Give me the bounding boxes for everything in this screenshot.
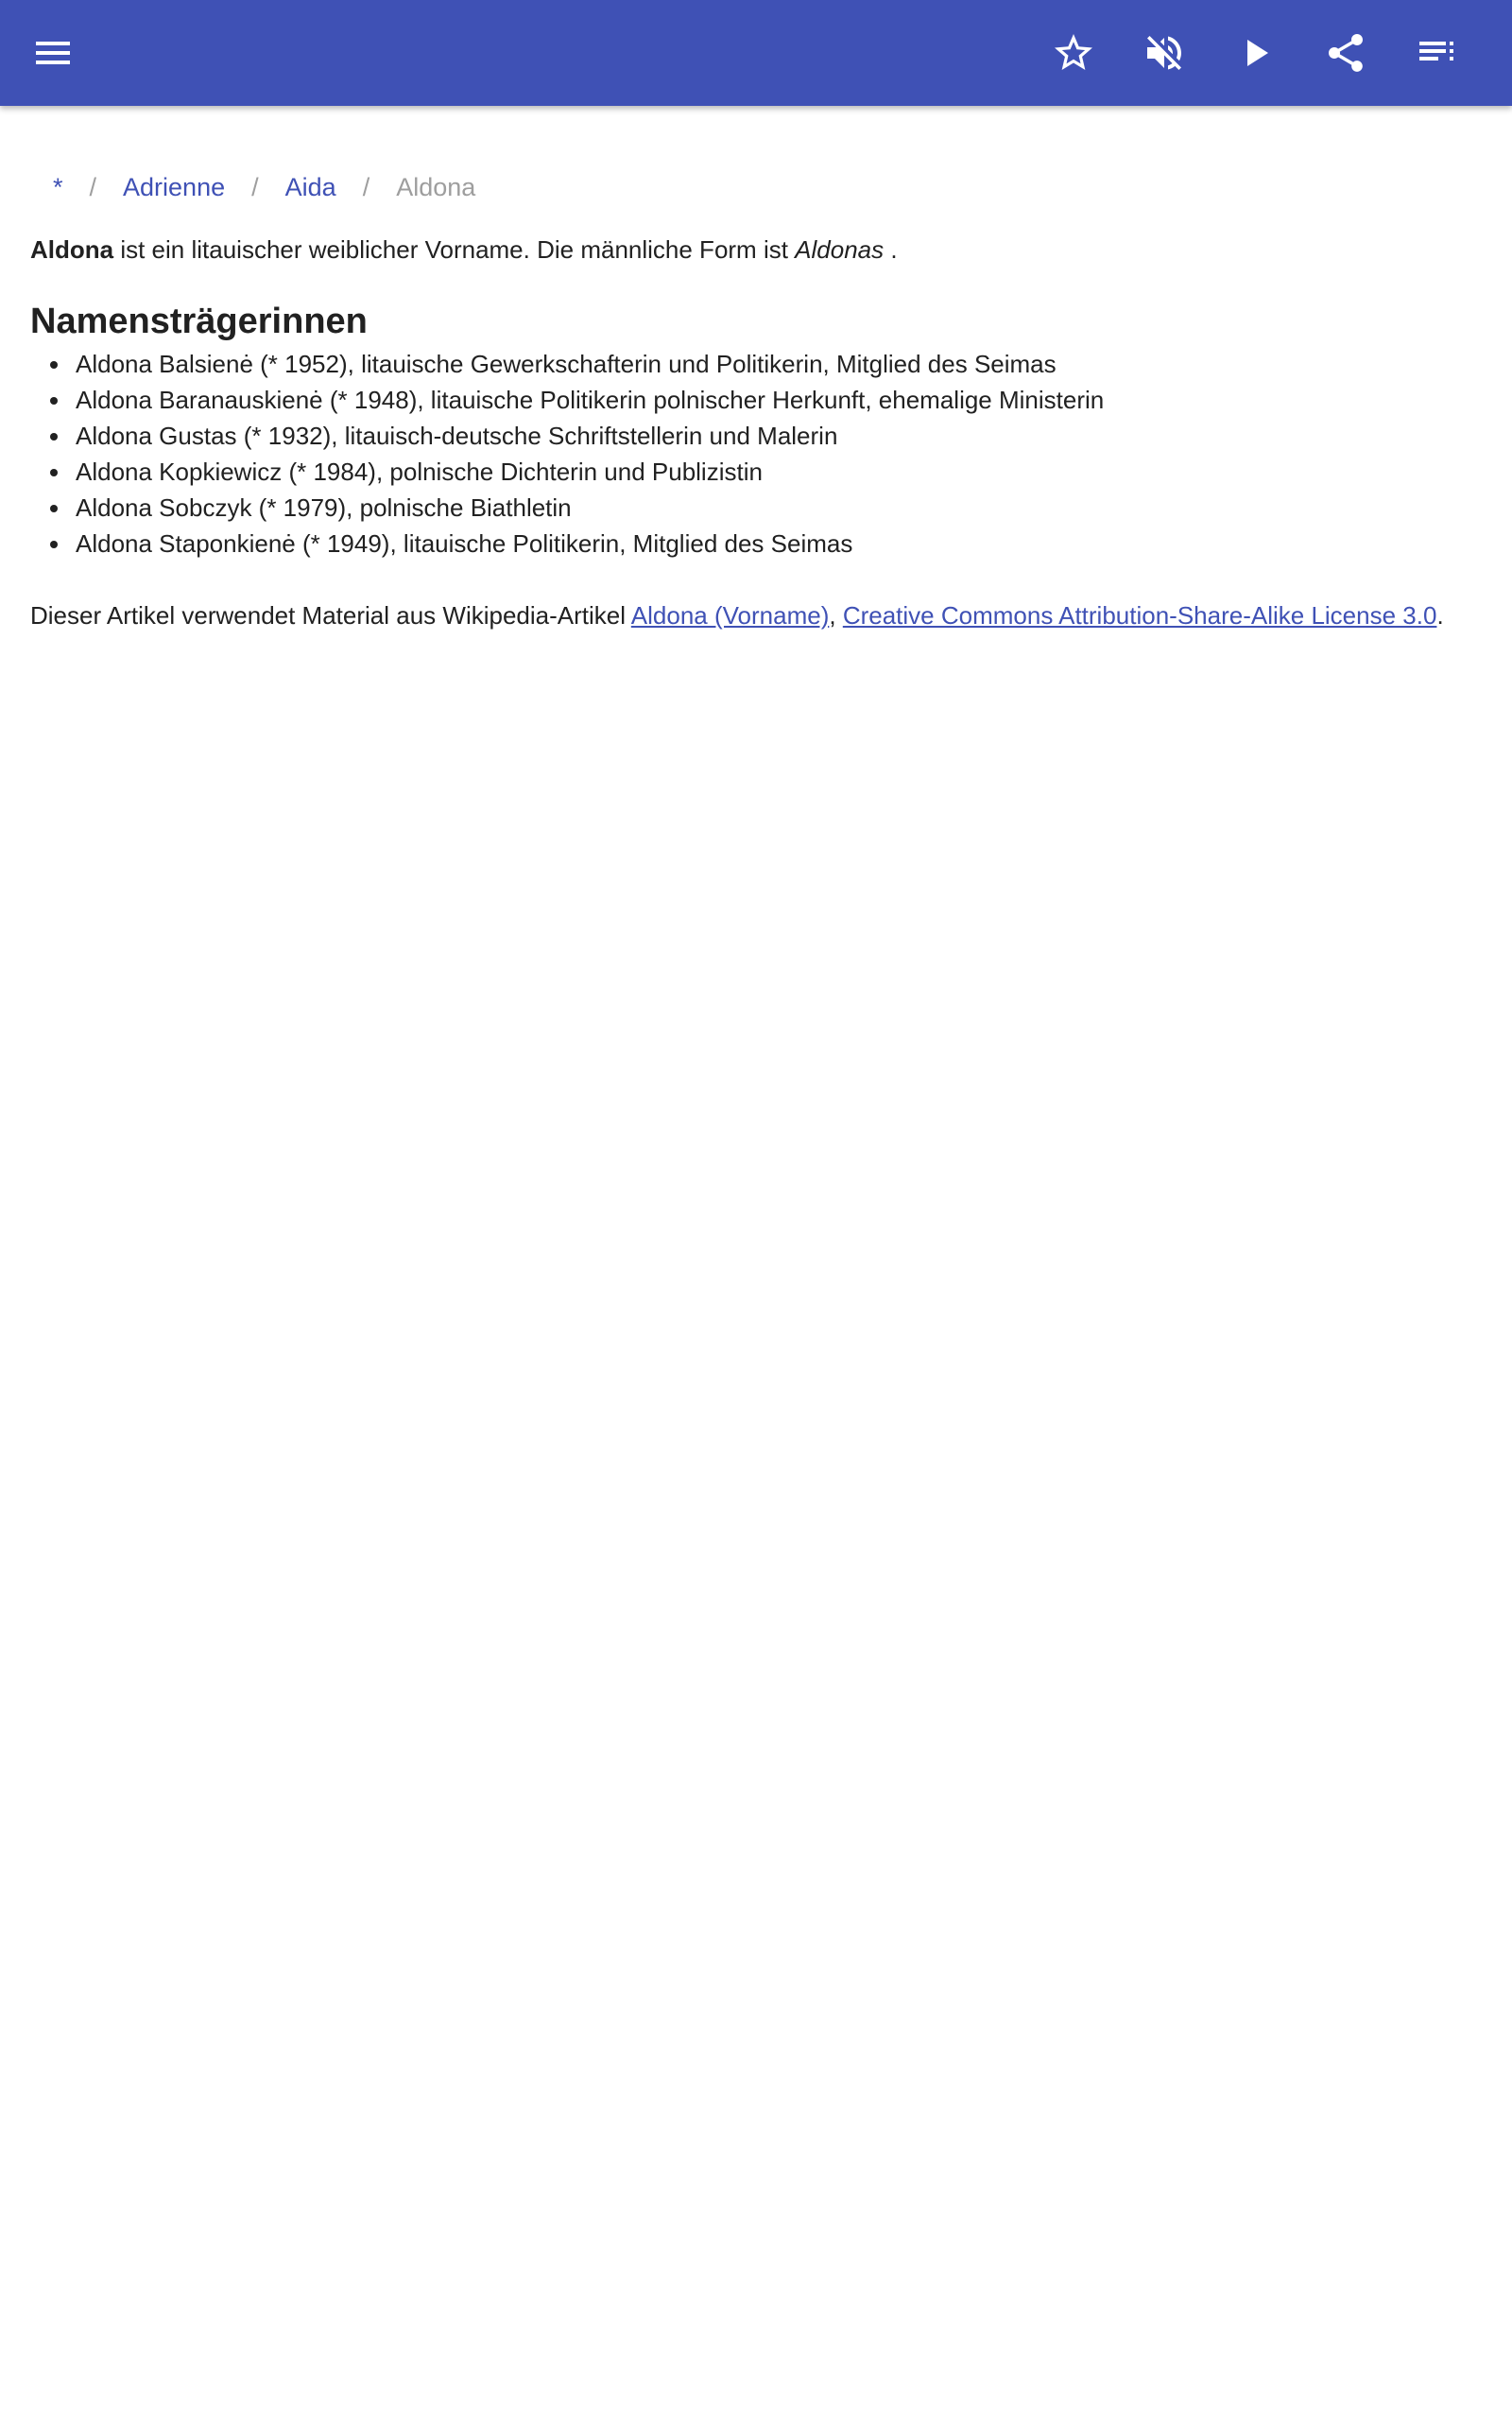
playlist-button[interactable] bbox=[1406, 23, 1467, 83]
attribution bbox=[30, 597, 1482, 633]
intro-text-end: . bbox=[884, 235, 898, 264]
playlist-icon bbox=[1414, 30, 1459, 76]
mute-button[interactable] bbox=[1134, 23, 1194, 83]
breadcrumb bbox=[30, 159, 1482, 216]
star-outline-icon bbox=[1051, 30, 1096, 76]
play-icon bbox=[1232, 30, 1278, 76]
attribution-prefix: Dieser Artikel verwendet Material aus Wikipedia-Artikel bbox=[30, 601, 631, 630]
breadcrumb-separator: / bbox=[362, 172, 370, 201]
volume-off-icon bbox=[1142, 30, 1187, 76]
breadcrumb-separator: / bbox=[251, 172, 259, 201]
article-content bbox=[30, 159, 1482, 633]
name-bearers-list bbox=[30, 346, 1482, 562]
section-title: Namensträgerinnen bbox=[30, 302, 368, 341]
license-link[interactable]: Creative Commons Attribution-Share-Alike License 3.0 bbox=[842, 601, 1437, 630]
intro-text: ist ein litauischer weiblicher Vorname. Die männliche Form ist bbox=[113, 235, 796, 264]
list-item: Aldona Gustas (* 1932), litauisch-deutsche Schriftstellerin und Malerin bbox=[76, 418, 1482, 454]
breadcrumb-link-aida[interactable]: Aida bbox=[284, 172, 336, 201]
intro-paragraph bbox=[30, 231, 1482, 268]
intro-name: Aldona bbox=[30, 235, 114, 264]
intro-male-form: Aldonas bbox=[795, 235, 885, 264]
attribution-comma: , bbox=[829, 601, 843, 630]
breadcrumb-separator: / bbox=[89, 172, 97, 201]
list-item: Aldona Staponkienė (* 1949), litauische Politikerin, Mitglied des Seimas bbox=[76, 526, 1482, 562]
list-item: Aldona Kopkiewicz (* 1984), polnische Dichterin und Publizistin bbox=[76, 454, 1482, 490]
wikipedia-article-link[interactable]: Aldona (Vorname) bbox=[630, 601, 830, 630]
share-icon bbox=[1323, 30, 1368, 76]
breadcrumb-link-adrienne[interactable]: Adrienne bbox=[123, 172, 226, 201]
favorite-button[interactable] bbox=[1043, 23, 1104, 83]
share-button[interactable] bbox=[1315, 23, 1376, 83]
breadcrumb-current: Aldona bbox=[396, 172, 476, 201]
list-item: Aldona Balsienė (* 1952), litauische Gewerkschafterin und Politikerin, Mitglied des Seimas bbox=[76, 346, 1482, 382]
breadcrumb-link-root[interactable]: * bbox=[53, 172, 63, 201]
list-item: Aldona Sobczyk (* 1979), polnische Biathletin bbox=[76, 490, 1482, 526]
menu-button[interactable] bbox=[23, 23, 83, 83]
menu-icon bbox=[30, 30, 76, 76]
app-bar bbox=[0, 0, 1512, 106]
play-button[interactable] bbox=[1225, 23, 1285, 83]
attribution-suffix: . bbox=[1436, 601, 1444, 630]
list-item: Aldona Baranauskienė (* 1948), litauische Politikerin polnischer Herkunft, ehemalige Ministerin bbox=[76, 382, 1482, 418]
